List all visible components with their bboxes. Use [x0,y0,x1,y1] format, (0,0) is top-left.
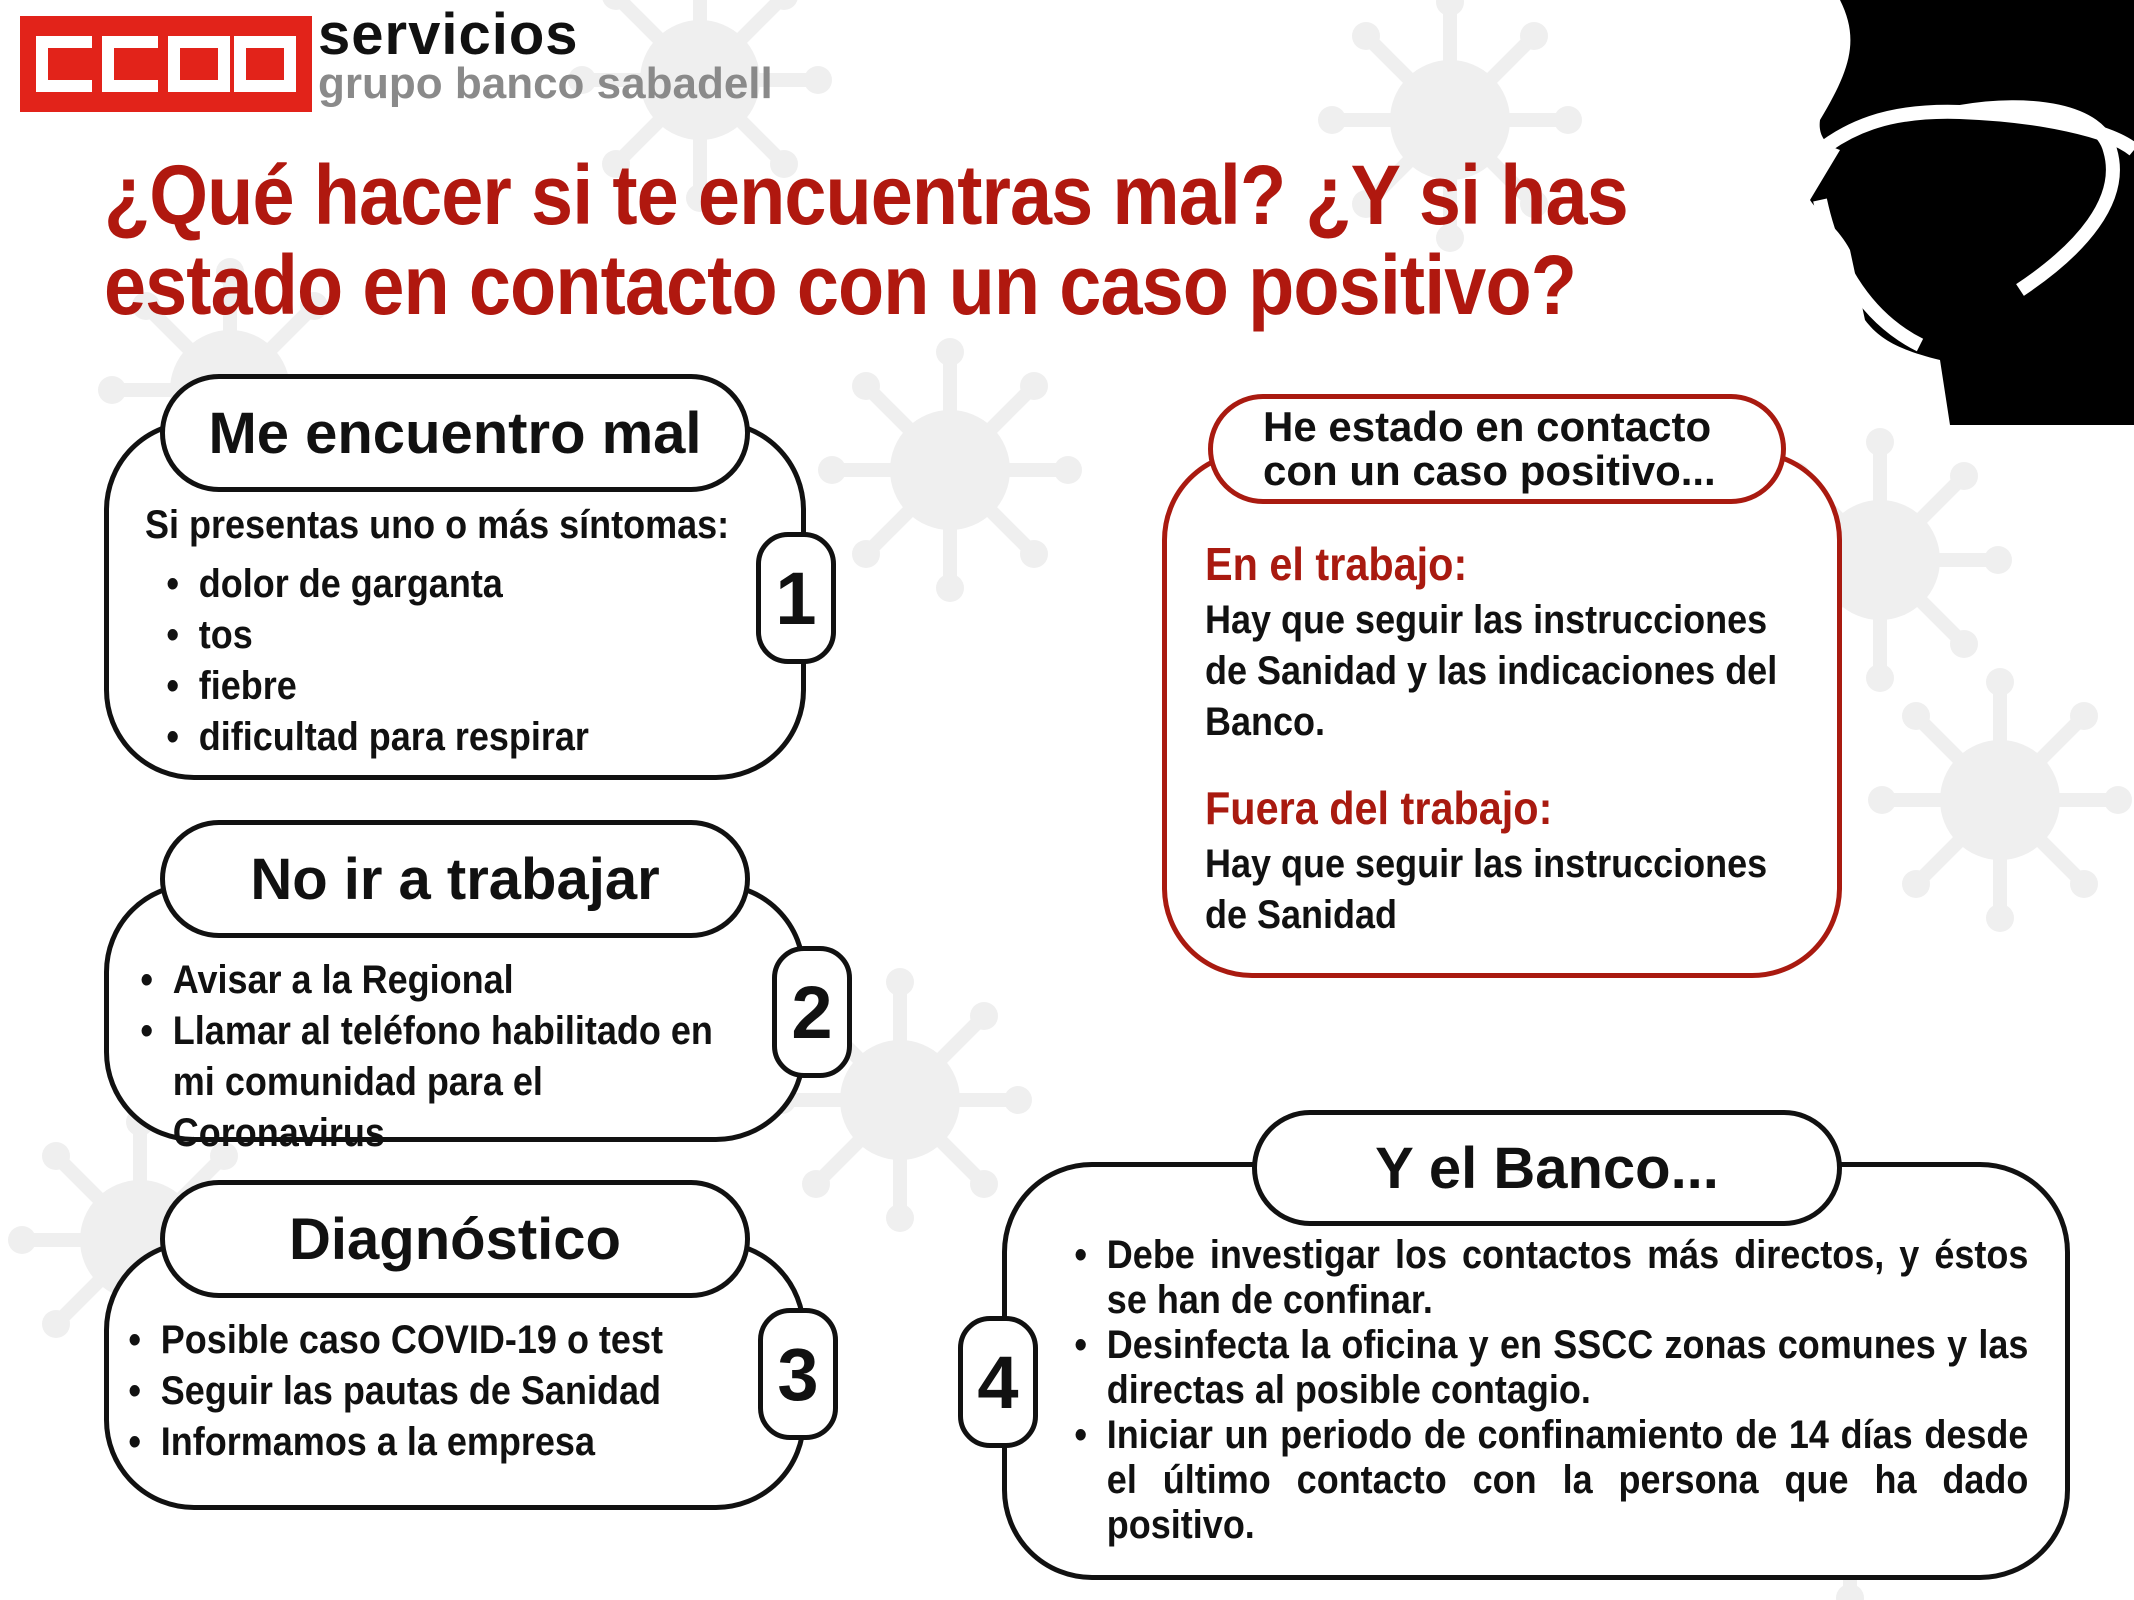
list-item: • Posible caso COVID-19 o test [123,1315,699,1366]
symptoms-lead: Si presentas uno o más síntomas: [145,503,730,547]
outside-text: Hay que seguir las instrucciones de Sanidad [1205,842,1768,937]
list-item: • Debe investigar los contactos más directos, y éstos se han de confinar. [1069,1233,2028,1323]
list-item: • Informamos a la empresa [123,1417,699,1468]
list-item: • dificultad para respirar [161,712,589,763]
step-number-1: 1 [756,532,836,664]
work-subtitle: En el trabajo: [1205,538,1468,590]
list-item: • Seguir las pautas de Sanidad [123,1366,699,1417]
heading-contacto-positivo [1208,394,1786,504]
contact-heading-line2: con un caso positivo... [1263,447,1716,494]
face-with-mask-icon [1780,0,2134,430]
brand-grupo-banco-sabadell: grupo banco sabadell [318,59,773,108]
ccoo-logo-icon [20,16,312,112]
heading-y-el-banco: Y el Banco... [1252,1110,1842,1226]
symptoms-list [161,559,589,763]
list-item: • Avisar a la Regional [135,955,729,1006]
list-item: • Desinfecta la oficina y en SSCC zonas comunes y las directas al posible contagio. [1069,1323,2028,1413]
ccoo-logo [20,16,312,112]
step-number-3: 3 [758,1308,838,1440]
brand-servicios: servicios [318,2,579,67]
step-number-4: 4 [958,1316,1038,1448]
step-number-2: 2 [772,946,852,1078]
work-text: Hay que seguir las instrucciones de Sanidad y las indicaciones del Banco. [1205,598,1778,744]
page-title: ¿Qué hacer si te encuentras mal? ¿Y si has estado en contacto con un caso positivo? [104,148,1628,332]
heading-diagnostico: Diagnóstico [160,1180,750,1298]
card-contacto-positivo [1162,447,1842,978]
heading-me-encuentro-mal: Me encuentro mal [160,374,750,492]
list-item: • fiebre [161,661,589,712]
list-item: • dolor de garganta [161,559,589,610]
outside-subtitle: Fuera del trabajo: [1205,782,1553,834]
list-item: • tos [161,610,589,661]
diagnosis-list [123,1315,699,1468]
list-item: • Llamar al teléfono habilitado en mi comunidad para el Coronavirus [135,1006,729,1159]
contact-heading-line1: He estado en contacto [1263,403,1712,450]
bank-list [1069,1233,2028,1548]
heading-no-ir-a-trabajar: No ir a trabajar [160,820,750,938]
list-item: • Iniciar un periodo de confinamiento de 14 días desde el último contacto con la persona que ha dado positivo. [1069,1413,2028,1548]
no-work-list [135,955,729,1159]
